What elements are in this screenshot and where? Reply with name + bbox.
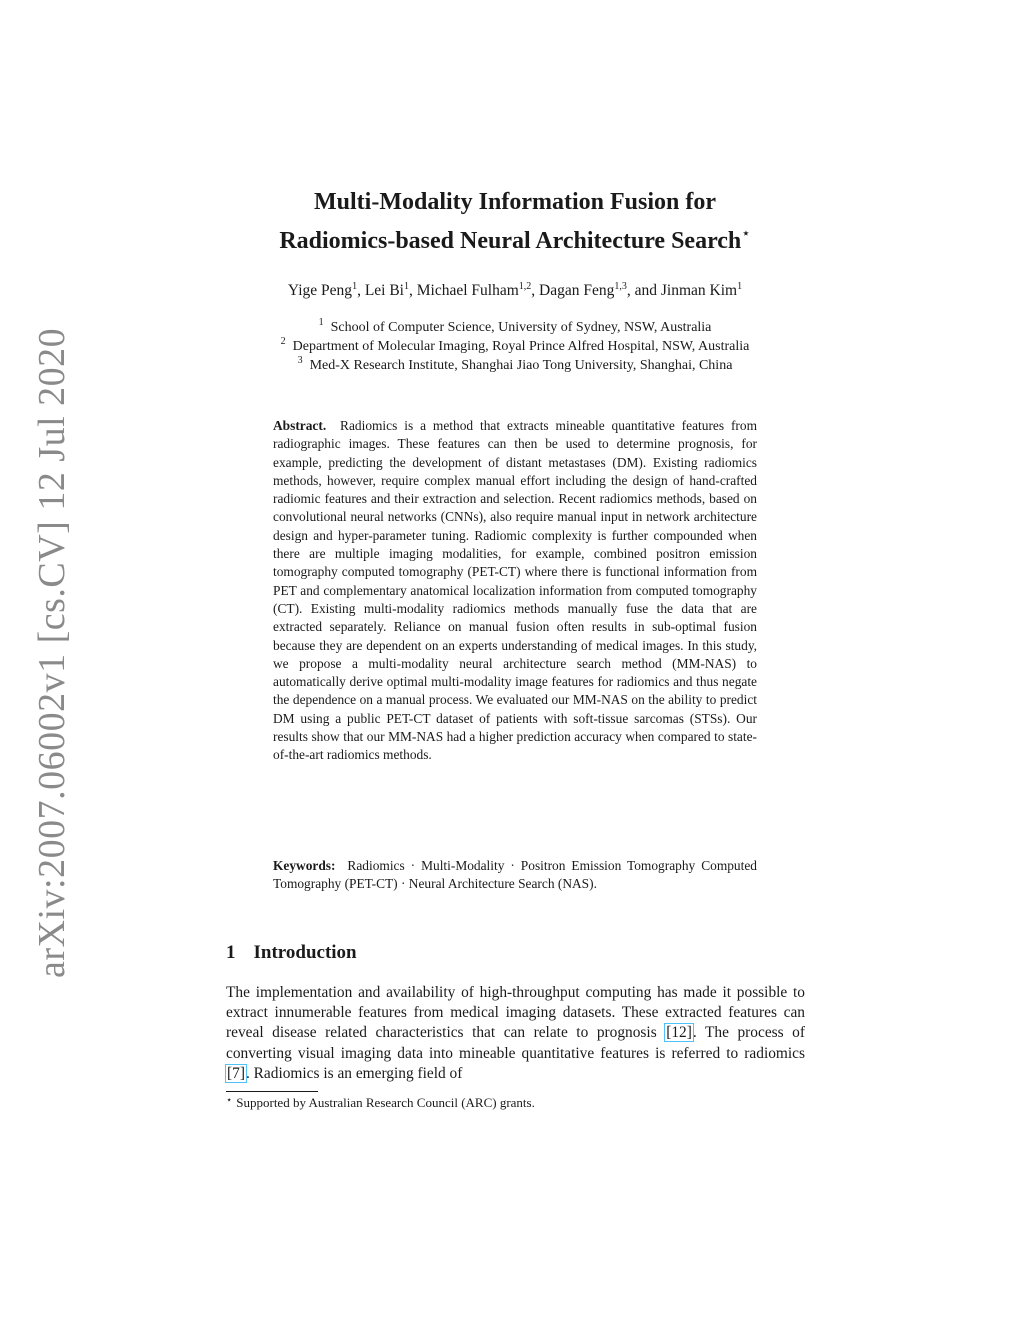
author-sep: , <box>409 282 417 299</box>
author-name: Michael Fulham <box>416 282 519 299</box>
author-sep: , <box>531 282 540 299</box>
author-sep: , <box>357 282 365 299</box>
title-footnote-marker: ⋆ <box>741 226 751 242</box>
intro-text-part-2: . The process of converting visual imaging data into mineable quantitative features is referred to radiomics <box>226 1024 805 1062</box>
author-affil-sup: 1,3 <box>614 281 627 292</box>
footnote-divider <box>226 1091 318 1092</box>
author <box>365 282 417 299</box>
affiliation-text: Med-X Research Institute, Shanghai Jiao Tong University, Shanghai, China <box>309 358 733 373</box>
author <box>417 282 539 299</box>
title-line-2 <box>180 218 850 257</box>
footnote-marker: ⋆ <box>226 1095 233 1106</box>
arxiv-identifier-stamp: arXiv:2007.06002v1 [cs.CV] 12 Jul 2020 <box>31 327 73 979</box>
author <box>661 282 742 299</box>
author-name: Jinman Kim <box>660 282 738 299</box>
affiliation <box>180 356 850 375</box>
footnote-text: Supported by Australian Research Council (ARC) grants. <box>236 1095 535 1110</box>
author-affil-sup: 1,2 <box>518 281 532 292</box>
author-affil-sup: 1 <box>352 281 358 292</box>
abstract-label: Abstract. <box>273 418 327 433</box>
footnote <box>226 1095 535 1111</box>
section-heading-introduction <box>226 942 357 964</box>
author-list <box>180 282 850 300</box>
title-line-2-text: Radiomics-based Neural Architecture Search <box>279 228 742 254</box>
title-line-1: Multi-Modality Information Fusion for <box>314 189 716 215</box>
section-title: Introduction <box>253 942 357 963</box>
affiliation-number: 2 <box>280 336 286 347</box>
author-affil-sup: 1 <box>737 281 743 292</box>
intro-text-part-3: . Radiomics is an emerging field of <box>245 1064 463 1082</box>
author <box>288 282 365 299</box>
abstract <box>273 417 757 765</box>
author-name: Dagan Feng <box>539 282 615 299</box>
keywords-text: Radiomics · Multi-Modality · Positron Emission Tomography Computed Tomography (PET-CT) · Neural Architecture Search (NAS). <box>273 858 757 892</box>
author <box>539 282 661 299</box>
affiliation-list <box>180 318 850 375</box>
intro-text-part-1: The implementation and availability of high-throughput computing has made it possible to extract innumerable features from medical imaging datasets. These extracted features can reveal disease related characteristics that can relate to prognosis <box>226 984 805 1042</box>
affiliation <box>180 337 850 356</box>
author-affil-sup: 1 <box>404 281 409 292</box>
affiliation <box>180 318 850 337</box>
introduction-paragraph <box>226 983 805 1084</box>
keywords <box>273 857 757 894</box>
paper-title <box>180 186 850 257</box>
section-number: 1 <box>226 942 236 963</box>
affiliation-text: School of Computer Science, University of Sydney, NSW, Australia <box>330 320 712 335</box>
affiliation-number: 1 <box>318 317 324 328</box>
abstract-text: Radiomics is a method that extracts mineable quantitative features from radiographic images. These features can then be used to determine prognosis, for example, predicting the development of distant metastases (DM). Existing radiomics methods, however, require complex manual effort including the design of hand-crafted radiomic features and their extraction and selection. Recent radiomics methods, based on convolutional neural networks (CNNs), also require manual input in network architecture design and hyper-parameter tuning. Radiomic complexity is further compounded when there are multiple imaging modalities, for example, combined positron emission tomography computed tomography (PET-CT) where there is functional information from PET and complementary anatomical localization information from computed tomography (CT). Existing multi-modality radiomics methods manually fuse the data that are extracted separately. Reliance on manual fusion often results in sub-optimal fusion because they are dependent on an experts understanding of medical images. In this study, we propose a multi-modality neural architecture search method (MM-NAS) to automatically derive optimal multi-modality image features for radiomics and thus negate the dependence on a manual process. We evaluated our MM-NAS on the ability to predict DM using a public PET-CT dataset of patients with soft-tissue sarcomas (STSs). Our results show that our MM-NAS had a higher prediction accuracy when compared to state-of-the-art radiomics methods. <box>273 418 758 763</box>
author-name: Yige Peng <box>287 282 353 299</box>
author-name: Lei Bi <box>364 282 404 299</box>
keywords-label: Keywords: <box>273 858 336 873</box>
citation-link-7[interactable]: [7] <box>227 1064 245 1082</box>
affiliation-text: Department of Molecular Imaging, Royal Prince Alfred Hospital, NSW, Australia <box>292 339 750 354</box>
author-sep: , and <box>626 282 661 299</box>
affiliation-number: 3 <box>297 355 303 366</box>
citation-link-12[interactable]: [12] <box>666 1024 692 1042</box>
